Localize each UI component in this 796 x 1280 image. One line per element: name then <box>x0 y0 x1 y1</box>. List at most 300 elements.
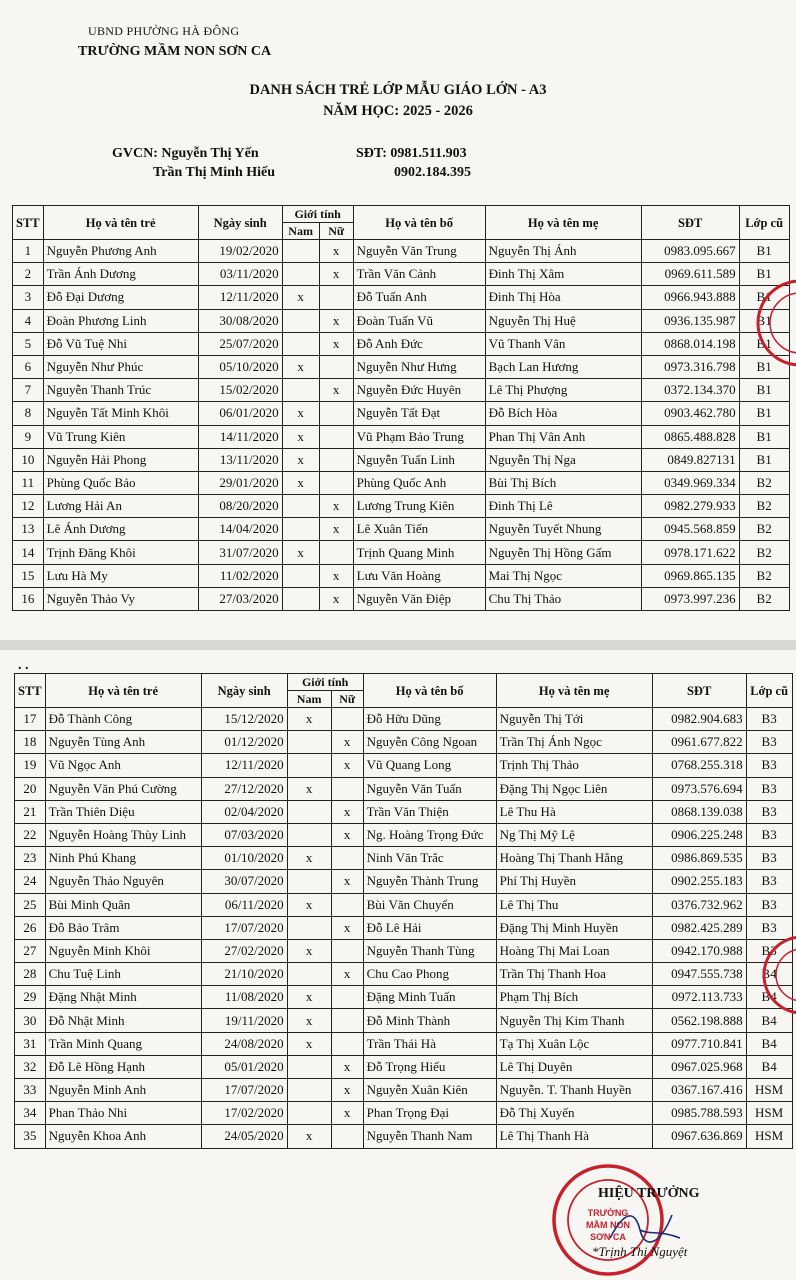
cell-old-class: B1 <box>739 425 789 448</box>
cell-father-name: Đặng Minh Tuấn <box>363 986 496 1009</box>
cell-phone: 0972.113.733 <box>652 986 746 1009</box>
cell-phone: 0973.997.236 <box>641 587 739 610</box>
cell-male: x <box>287 939 331 962</box>
cell-stt: 13 <box>13 518 44 541</box>
cell-female: x <box>319 240 353 263</box>
cell-old-class: B2 <box>739 587 789 610</box>
cell-phone: 0982.425.289 <box>652 916 746 939</box>
cell-father-name: Nguyễn Văn Điệp <box>353 587 485 610</box>
cell-stt: 23 <box>15 847 46 870</box>
cell-phone: 0978.171.622 <box>641 541 739 564</box>
cell-father-name: Đỗ Trọng Hiếu <box>363 1055 496 1078</box>
col-header-father: Họ và tên bố <box>353 206 485 240</box>
cell-child-name: Trần Ánh Dương <box>43 263 198 286</box>
col-header-old-class: Lớp cũ <box>746 674 792 708</box>
table-row <box>13 309 790 332</box>
cell-phone: 0903.462.780 <box>641 402 739 425</box>
cell-child-name: Đỗ Thành Công <box>45 708 201 731</box>
cell-stt: 25 <box>15 893 46 916</box>
cell-female <box>331 939 363 962</box>
cell-child-name: Nguyễn Khoa Anh <box>45 1125 201 1148</box>
cell-female <box>319 355 353 378</box>
cell-father-name: Nguyễn Xuân Kiên <box>363 1079 496 1102</box>
cell-mother-name: Đinh Thị Hòa <box>485 286 641 309</box>
cell-male: x <box>287 1125 331 1148</box>
cell-stt: 11 <box>13 471 44 494</box>
col-header-mother: Họ và tên mẹ <box>485 206 641 240</box>
cell-stt: 15 <box>13 564 44 587</box>
cell-father-name: Trần Thái Hà <box>363 1032 496 1055</box>
cell-child-name: Trần Minh Quang <box>45 1032 201 1055</box>
col-header-phone: SĐT <box>641 206 739 240</box>
cell-female <box>331 986 363 1009</box>
col-header-phone: SĐT <box>652 674 746 708</box>
cell-dob: 15/02/2020 <box>198 379 282 402</box>
cell-dob: 19/11/2020 <box>201 1009 287 1032</box>
cell-stt: 5 <box>13 332 44 355</box>
cell-male: x <box>287 986 331 1009</box>
cell-stt: 21 <box>15 800 46 823</box>
cell-old-class: B1 <box>739 448 789 471</box>
cell-old-class: B3 <box>746 754 792 777</box>
cell-phone: 0902.255.183 <box>652 870 746 893</box>
cell-stt: 1 <box>13 240 44 263</box>
cell-old-class: B3 <box>746 708 792 731</box>
cell-male: x <box>287 1009 331 1032</box>
cell-male <box>287 916 331 939</box>
cell-dob: 06/11/2020 <box>201 893 287 916</box>
cell-old-class: B3 <box>746 800 792 823</box>
cell-phone: 0973.316.798 <box>641 355 739 378</box>
cell-female: x <box>331 870 363 893</box>
cell-mother-name: Phan Thị Vân Anh <box>485 425 641 448</box>
school-name: TRƯỜNG MẦM NON SƠN CA <box>78 44 272 59</box>
cell-female <box>331 1125 363 1148</box>
cell-child-name: Đỗ Vũ Tuệ Nhi <box>43 332 198 355</box>
cell-phone: 0986.869.535 <box>652 847 746 870</box>
table-row <box>13 355 790 378</box>
cell-stt: 34 <box>15 1102 46 1125</box>
col-header-male: Nam <box>287 691 331 708</box>
table-row <box>13 240 790 263</box>
cell-dob: 17/07/2020 <box>201 1079 287 1102</box>
cell-father-name: Nguyễn Thành Trung <box>363 870 496 893</box>
cell-mother-name: Nguyễn Thị Hồng Gấm <box>485 541 641 564</box>
cell-child-name: Trịnh Đăng Khôi <box>43 541 198 564</box>
cell-mother-name: Đặng Thị Ngọc Liên <box>496 777 652 800</box>
cell-child-name: Nguyễn Phương Anh <box>43 240 198 263</box>
teacher-line-2: Trần Thị Minh Hiếu <box>153 165 276 180</box>
cell-female: x <box>331 731 363 754</box>
student-table-page-1 <box>12 205 790 611</box>
cell-child-name: Nguyễn Văn Phú Cường <box>45 777 201 800</box>
col-header-child: Họ và tên trẻ <box>43 206 198 240</box>
teacher-phone-1: SĐT: 0981.511.903 <box>356 146 467 161</box>
table-row <box>13 263 790 286</box>
cell-child-name: Nguyễn Như Phúc <box>43 355 198 378</box>
cell-phone: 0945.568.859 <box>641 518 739 541</box>
cell-mother-name: Lê Thị Thu <box>496 893 652 916</box>
cell-stt: 20 <box>15 777 46 800</box>
cell-phone: 0973.576.694 <box>652 777 746 800</box>
table-row <box>15 847 793 870</box>
cell-mother-name: Phí Thị Huyền <box>496 870 652 893</box>
cell-phone: 0367.167.416 <box>652 1079 746 1102</box>
cell-male: x <box>282 402 319 425</box>
cell-dob: 30/07/2020 <box>201 870 287 893</box>
table-row <box>15 916 793 939</box>
cell-stt: 26 <box>15 916 46 939</box>
cell-old-class: B4 <box>746 963 792 986</box>
cell-phone: 0868.139.038 <box>652 800 746 823</box>
cell-female: x <box>331 1079 363 1102</box>
cell-child-name: Nguyễn Thảo Vy <box>43 587 198 610</box>
cell-father-name: Lương Trung Kiên <box>353 495 485 518</box>
cell-old-class: B4 <box>746 986 792 1009</box>
cell-dob: 25/07/2020 <box>198 332 282 355</box>
table-row <box>15 708 793 731</box>
cell-female <box>331 893 363 916</box>
cell-mother-name: Bạch Lan Hương <box>485 355 641 378</box>
cell-male: x <box>282 471 319 494</box>
cell-phone: 0942.170.988 <box>652 939 746 962</box>
cell-female <box>331 1032 363 1055</box>
cell-phone: 0969.611.589 <box>641 263 739 286</box>
cell-mother-name: Bùi Thị Bích <box>485 471 641 494</box>
cell-male: x <box>287 847 331 870</box>
stamp-partial-icon <box>752 268 796 378</box>
cell-male: x <box>287 893 331 916</box>
cell-male <box>287 800 331 823</box>
cell-father-name: Nguyễn Tuấn Linh <box>353 448 485 471</box>
cell-female <box>319 448 353 471</box>
cell-old-class: B3 <box>746 870 792 893</box>
svg-text:TRƯỜNG: TRƯỜNG <box>587 1208 629 1218</box>
cell-female <box>331 847 363 870</box>
cell-phone: 0562.198.888 <box>652 1009 746 1032</box>
cell-dob: 24/08/2020 <box>201 1032 287 1055</box>
teacher-phone-2: 0902.184.395 <box>394 165 471 180</box>
cell-dob: 27/03/2020 <box>198 587 282 610</box>
cell-male <box>287 1102 331 1125</box>
cell-old-class: B2 <box>739 471 789 494</box>
table-row <box>15 754 793 777</box>
cell-stt: 19 <box>15 754 46 777</box>
cell-mother-name: Trần Thị Thanh Hoa <box>496 963 652 986</box>
cell-stt: 10 <box>13 448 44 471</box>
cell-stt: 18 <box>15 731 46 754</box>
cell-mother-name: Lê Thị Thanh Hà <box>496 1125 652 1148</box>
cell-female: x <box>331 823 363 846</box>
cell-stt: 31 <box>15 1032 46 1055</box>
page-marker: . . <box>18 658 29 673</box>
cell-child-name: Bùi Minh Quân <box>45 893 201 916</box>
cell-child-name: Nguyễn Thảo Nguyên <box>45 870 201 893</box>
cell-female: x <box>319 379 353 402</box>
cell-stt: 32 <box>15 1055 46 1078</box>
table-row <box>15 731 793 754</box>
cell-father-name: Bùi Văn Chuyển <box>363 893 496 916</box>
col-header-gender: Giới tính <box>282 206 353 223</box>
cell-phone: 0969.865.135 <box>641 564 739 587</box>
cell-father-name: Ninh Văn Trắc <box>363 847 496 870</box>
cell-female: x <box>319 518 353 541</box>
cell-female: x <box>331 1055 363 1078</box>
cell-old-class: B3 <box>746 731 792 754</box>
cell-stt: 27 <box>15 939 46 962</box>
cell-old-class: B3 <box>746 939 792 962</box>
cell-old-class: HSM <box>746 1125 792 1148</box>
col-header-female: Nữ <box>319 223 353 240</box>
cell-stt: 33 <box>15 1079 46 1102</box>
cell-child-name: Vũ Trung Kiên <box>43 425 198 448</box>
cell-father-name: Đoàn Tuấn Vũ <box>353 309 485 332</box>
cell-father-name: Đỗ Tuấn Anh <box>353 286 485 309</box>
cell-stt: 29 <box>15 986 46 1009</box>
cell-old-class: B1 <box>739 355 789 378</box>
cell-child-name: Trần Thiên Diệu <box>45 800 201 823</box>
cell-dob: 30/08/2020 <box>198 309 282 332</box>
cell-phone: 0967.636.869 <box>652 1125 746 1148</box>
cell-child-name: Nguyễn Hải Phong <box>43 448 198 471</box>
cell-father-name: Phùng Quốc Anh <box>353 471 485 494</box>
cell-dob: 12/11/2020 <box>198 286 282 309</box>
cell-mother-name: Nguyễn Tuyết Nhung <box>485 518 641 541</box>
cell-child-name: Lưu Hà My <box>43 564 198 587</box>
cell-mother-name: Đỗ Bích Hòa <box>485 402 641 425</box>
table-row <box>13 286 790 309</box>
table-row <box>15 1009 793 1032</box>
cell-female <box>319 425 353 448</box>
cell-old-class: B1 <box>739 309 789 332</box>
cell-dob: 21/10/2020 <box>201 963 287 986</box>
cell-male <box>287 754 331 777</box>
cell-female: x <box>319 263 353 286</box>
cell-mother-name: Tạ Thị Xuân Lộc <box>496 1032 652 1055</box>
cell-phone: 0936.135.987 <box>641 309 739 332</box>
cell-stt: 35 <box>15 1125 46 1148</box>
cell-dob: 11/02/2020 <box>198 564 282 587</box>
table-row <box>13 425 790 448</box>
cell-phone: 0865.488.828 <box>641 425 739 448</box>
cell-child-name: Ninh Phú Khang <box>45 847 201 870</box>
cell-father-name: Nguyễn Công Ngoan <box>363 731 496 754</box>
cell-mother-name: Nguyễn Thị Huệ <box>485 309 641 332</box>
signature-icon <box>600 1200 690 1250</box>
cell-male <box>287 823 331 846</box>
cell-phone: 0376.732.962 <box>652 893 746 916</box>
table-row <box>15 986 793 1009</box>
cell-child-name: Nguyễn Minh Khôi <box>45 939 201 962</box>
cell-stt: 17 <box>15 708 46 731</box>
cell-mother-name: Nguyễn Thị Nga <box>485 448 641 471</box>
cell-phone: 0985.788.593 <box>652 1102 746 1125</box>
cell-dob: 27/12/2020 <box>201 777 287 800</box>
table-row <box>13 471 790 494</box>
cell-female: x <box>319 564 353 587</box>
cell-stt: 14 <box>13 541 44 564</box>
cell-male: x <box>282 541 319 564</box>
col-header-stt: STT <box>13 206 44 240</box>
table-row <box>15 893 793 916</box>
cell-stt: 22 <box>15 823 46 846</box>
cell-father-name: Nguyễn Văn Trung <box>353 240 485 263</box>
cell-father-name: Ng. Hoàng Trọng Đức <box>363 823 496 846</box>
table-row <box>13 448 790 471</box>
stamp-partial-icon <box>752 930 796 1020</box>
cell-father-name: Nguyễn Tất Đạt <box>353 402 485 425</box>
cell-female: x <box>331 1102 363 1125</box>
cell-old-class: B1 <box>739 402 789 425</box>
cell-stt: 12 <box>13 495 44 518</box>
cell-dob: 17/07/2020 <box>201 916 287 939</box>
cell-male <box>282 263 319 286</box>
principal-name: *Trịnh Thị Nguyệt <box>592 1244 688 1259</box>
svg-text:SƠN CA: SƠN CA <box>590 1232 626 1242</box>
cell-dob: 06/01/2020 <box>198 402 282 425</box>
cell-father-name: Vũ Quang Long <box>363 754 496 777</box>
col-header-stt: STT <box>15 674 46 708</box>
cell-male <box>282 240 319 263</box>
cell-old-class: B3 <box>746 893 792 916</box>
cell-dob: 19/02/2020 <box>198 240 282 263</box>
cell-father-name: Đỗ Minh Thành <box>363 1009 496 1032</box>
cell-child-name: Lương Hải An <box>43 495 198 518</box>
cell-mother-name: Lê Thị Duyên <box>496 1055 652 1078</box>
cell-child-name: Nguyễn Thanh Trúc <box>43 379 198 402</box>
cell-father-name: Trịnh Quang Minh <box>353 541 485 564</box>
cell-old-class: B2 <box>739 541 789 564</box>
col-header-child: Họ và tên trẻ <box>45 674 201 708</box>
cell-mother-name: Phạm Thị Bích <box>496 986 652 1009</box>
svg-text:MẦM NON: MẦM NON <box>586 1220 630 1230</box>
cell-dob: 17/02/2020 <box>201 1102 287 1125</box>
cell-father-name: Nguyễn Thanh Nam <box>363 1125 496 1148</box>
cell-child-name: Lê Ánh Dương <box>43 518 198 541</box>
cell-father-name: Vũ Phạm Bảo Trung <box>353 425 485 448</box>
cell-male <box>287 731 331 754</box>
cell-male: x <box>287 708 331 731</box>
cell-male: x <box>282 286 319 309</box>
cell-child-name: Phùng Quốc Bảo <box>43 471 198 494</box>
cell-mother-name: Vũ Thanh Vân <box>485 332 641 355</box>
cell-stt: 3 <box>13 286 44 309</box>
cell-dob: 27/02/2020 <box>201 939 287 962</box>
table-row <box>13 379 790 402</box>
cell-phone: 0349.969.334 <box>641 471 739 494</box>
col-header-mother: Họ và tên mẹ <box>496 674 652 708</box>
teacher-line-1: GVCN: Nguyễn Thị Yến <box>112 146 259 161</box>
cell-female: x <box>331 754 363 777</box>
cell-male <box>282 379 319 402</box>
cell-dob: 02/04/2020 <box>201 800 287 823</box>
cell-stt: 16 <box>13 587 44 610</box>
cell-phone: 0982.279.933 <box>641 495 739 518</box>
cell-female <box>331 777 363 800</box>
cell-phone: 0967.025.968 <box>652 1055 746 1078</box>
cell-father-name: Lưu Văn Hoàng <box>353 564 485 587</box>
table-row <box>15 1079 793 1102</box>
table-row <box>13 564 790 587</box>
cell-old-class: B4 <box>746 1009 792 1032</box>
student-table-page-2 <box>14 673 793 1149</box>
cell-child-name: Chu Tuệ Linh <box>45 963 201 986</box>
cell-phone: 0768.255.318 <box>652 754 746 777</box>
cell-male: x <box>287 777 331 800</box>
cell-stt: 8 <box>13 402 44 425</box>
cell-stt: 2 <box>13 263 44 286</box>
cell-male <box>282 564 319 587</box>
cell-male <box>287 870 331 893</box>
col-header-father: Họ và tên bố <box>363 674 496 708</box>
cell-father-name: Nguyễn Như Hưng <box>353 355 485 378</box>
cell-dob: 05/10/2020 <box>198 355 282 378</box>
cell-mother-name: Đỗ Thị Xuyến <box>496 1102 652 1125</box>
cell-male: x <box>287 1032 331 1055</box>
table-row <box>13 402 790 425</box>
cell-phone: 0983.095.667 <box>641 240 739 263</box>
cell-dob: 05/01/2020 <box>201 1055 287 1078</box>
cell-female <box>331 1009 363 1032</box>
cell-child-name: Đoàn Phương Linh <box>43 309 198 332</box>
cell-female: x <box>319 332 353 355</box>
cell-father-name: Trần Văn Cảnh <box>353 263 485 286</box>
col-header-male: Nam <box>282 223 319 240</box>
cell-mother-name: Nguyễn Thị Kim Thanh <box>496 1009 652 1032</box>
table-row <box>13 541 790 564</box>
cell-male <box>287 963 331 986</box>
cell-phone: 0977.710.841 <box>652 1032 746 1055</box>
table-row <box>15 1125 793 1148</box>
cell-dob: 12/11/2020 <box>201 754 287 777</box>
cell-child-name: Phan Thảo Nhi <box>45 1102 201 1125</box>
cell-dob: 11/08/2020 <box>201 986 287 1009</box>
cell-male <box>282 587 319 610</box>
table-row <box>15 823 793 846</box>
cell-male: x <box>282 448 319 471</box>
cell-stt: 30 <box>15 1009 46 1032</box>
cell-female: x <box>319 495 353 518</box>
cell-mother-name: Đặng Thị Minh Huyền <box>496 916 652 939</box>
cell-male <box>287 1079 331 1102</box>
cell-female <box>319 402 353 425</box>
cell-dob: 31/07/2020 <box>198 541 282 564</box>
document-title: DANH SÁCH TRẺ LỚP MẪU GIÁO LỚN - A3 <box>249 82 547 98</box>
table-row <box>15 963 793 986</box>
cell-old-class: B2 <box>739 495 789 518</box>
cell-mother-name: Chu Thị Thảo <box>485 587 641 610</box>
cell-dob: 01/12/2020 <box>201 731 287 754</box>
cell-dob: 07/03/2020 <box>201 823 287 846</box>
cell-child-name: Nguyễn Tất Minh Khôi <box>43 402 198 425</box>
cell-mother-name: Hoàng Thị Thanh Hằng <box>496 847 652 870</box>
cell-male <box>282 495 319 518</box>
cell-male <box>282 518 319 541</box>
cell-female: x <box>331 916 363 939</box>
cell-old-class: B4 <box>746 1055 792 1078</box>
cell-male: x <box>282 355 319 378</box>
cell-father-name: Đỗ Hữu Dũng <box>363 708 496 731</box>
cell-female: x <box>319 587 353 610</box>
cell-dob: 15/12/2020 <box>201 708 287 731</box>
cell-phone: 0982.904.683 <box>652 708 746 731</box>
cell-female: x <box>331 800 363 823</box>
cell-phone: 0849.827131 <box>641 448 739 471</box>
cell-male: x <box>282 425 319 448</box>
cell-child-name: Đỗ Bảo Trâm <box>45 916 201 939</box>
cell-dob: 13/11/2020 <box>198 448 282 471</box>
cell-dob: 29/01/2020 <box>198 471 282 494</box>
